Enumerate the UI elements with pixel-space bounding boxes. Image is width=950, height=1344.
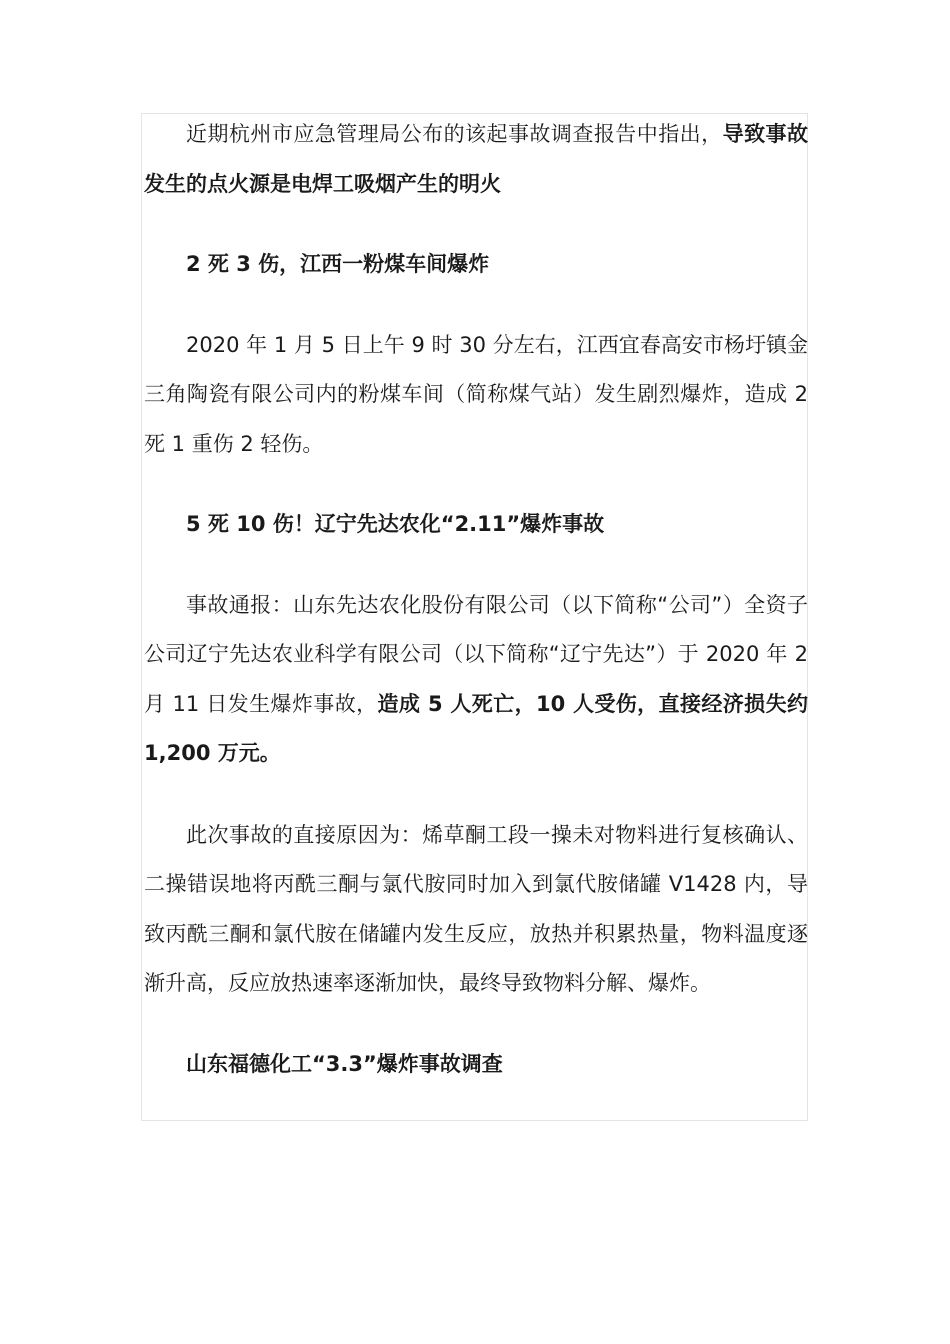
paragraph-cause: 此次事故的直接原因为：烯草酮工段一操未对物料进行复核确认、二操错误地将丙酰三酮与氯代胺同时加入到氯代胺储罐 V1428 内，导致丙酰三酮和氯代胺在储罐内发生反应，放热并积累热量，物料温度逐渐升高，反应放热速率逐渐加快，最终导致物料分解、爆炸。 [144, 822, 808, 995]
intro-text: 近期杭州市应急管理局公布的该起事故调查报告中指出， [186, 122, 723, 146]
paragraph-liaoning [144, 581, 808, 779]
liaoning-bold-text: 造成 5 人死亡，10 人受伤，直接经济损失约 1,200 万元。 [144, 691, 808, 765]
liaoning-text: 事故通报：山东先达农化股份有限公司（以下简称“公司”）全资子公司辽宁先达农业科学有限公司（以下简称“辽宁先达”）于 2020 年 2 月 11 日发生爆炸事故， [144, 592, 808, 716]
intro-bold-text: 导致事故发生的点火源是电焊工吸烟产生的明火 [144, 122, 809, 196]
document-body [144, 110, 808, 1089]
heading-liaoning: 5 死 10 伤！辽宁先达农化“2.11”爆炸事故 [186, 512, 605, 536]
heading-jiangxi: 2 死 3 伤，江西一粉煤车间爆炸 [186, 252, 490, 276]
paragraph-jiangxi: 2020 年 1 月 5 日上午 9 时 30 分左右，江西宜春高安市杨圩镇金三角陶瓷有限公司内的粉煤车间（简称煤气站）发生剧烈爆炸，造成 2 死 1 重伤 2 轻伤。 [144, 332, 808, 456]
paragraph-intro [144, 110, 808, 209]
heading-shandong: 山东福德化工“3.3”爆炸事故调查 [186, 1051, 503, 1076]
